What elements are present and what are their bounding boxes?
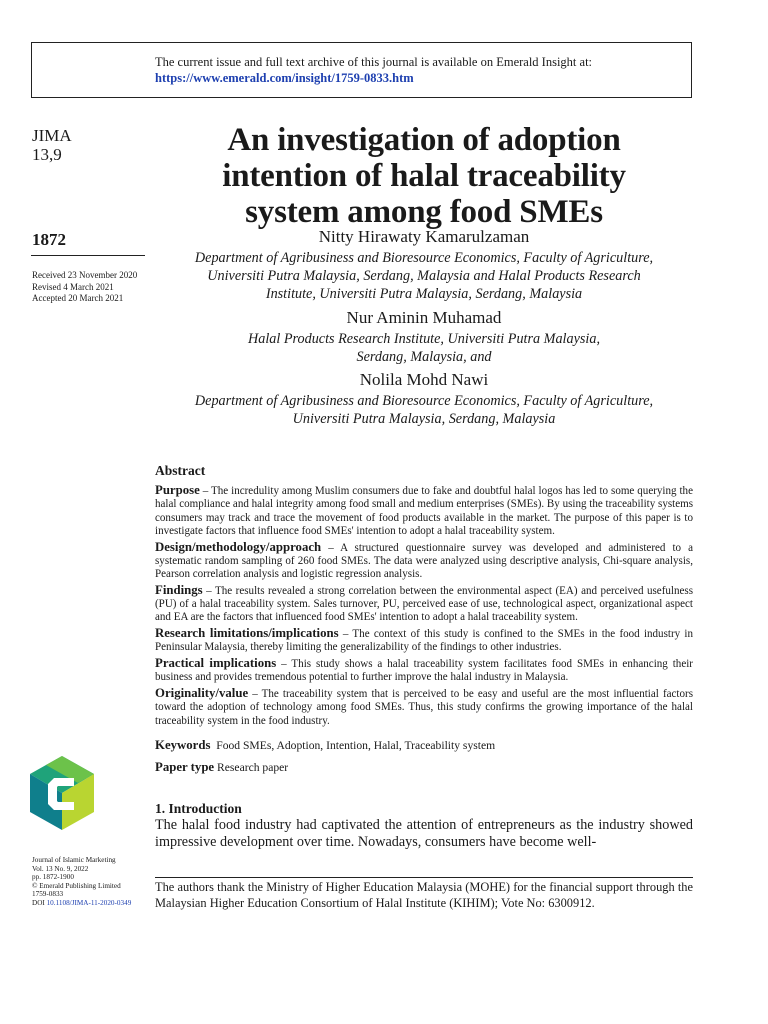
introduction-text: The halal food industry had captivated the attention of entrepreneurs as the industry showed impressive development over time. Nowadays, consumers have become well- — [155, 817, 693, 850]
keywords-line — [155, 738, 495, 753]
volume-issue: 13,9 — [32, 145, 62, 164]
doi-label: DOI — [32, 898, 45, 907]
author-affiliation — [160, 330, 688, 366]
keywords-text: Food SMEs, Adoption, Intention, Halal, Traceability system — [216, 739, 496, 752]
section-label: Findings — [155, 582, 203, 597]
doi-line — [32, 899, 131, 908]
journal-notice-box — [31, 42, 692, 98]
section-label: Purpose — [155, 483, 200, 497]
section-text: – The incredulity among Muslim consumers due to fake and doubtful halal logos has led to some querying the halal compliance and halal integrity among food small and medium enterprises (SMEs). By using the traceability systems consumers may track and trace the movement of food products available in the market. The purpose of this paper is to investigate factors that influence food SMEs' intention to adopt a halal traceability system. — [155, 485, 693, 537]
section-text: – The traceability system that is perceived to be easy and useful are the most influential factors toward the adoption of technology among food SMEs. Thus, this study confirms the growing importance of the halal traceability system in the food industry. — [155, 688, 693, 727]
affiliation-line: Serdang, Malaysia, and — [356, 349, 492, 365]
doi-link[interactable]: 10.1108/JIMA-11-2020-0349 — [46, 898, 132, 907]
abstract-section — [155, 627, 693, 655]
keywords-label: Keywords — [155, 738, 211, 752]
author-name: Nitty Hirawaty Kamarulzaman — [318, 227, 530, 246]
copyright: © Emerald Publishing Limited — [32, 881, 121, 890]
volume-info: Vol. 13 No. 9, 2022 — [32, 864, 89, 873]
title-line: system among food SMEs — [245, 194, 603, 230]
affiliation-line: Department of Agribusiness and Bioresource Economics, Faculty of Agriculture, — [194, 250, 654, 266]
section-label: Research limitations/implications — [155, 626, 339, 641]
journal-abbrev: JIMA — [32, 126, 72, 145]
received-date: Received 23 November 2020 — [32, 270, 138, 280]
notice-text: The current issue and full text archive of this journal is available on Emerald Insight at: — [155, 55, 593, 69]
title-line: intention of halal traceability — [222, 158, 626, 194]
journal-abbrev-block — [32, 126, 72, 164]
revised-date: Revised 4 March 2021 — [32, 281, 114, 292]
page-number: 1872 — [32, 230, 66, 249]
footnote: The authors thank the Ministry of Higher Education Malaysia (MOHE) for the financial support through the Malaysian Higher Education Consortium of Halal Institute (KIHIM); Vote No: 6300912. — [155, 880, 693, 910]
introduction-heading: 1. Introduction — [155, 801, 242, 816]
section-label: Design/methodology/approach — [155, 539, 322, 554]
paper-type-text: Research paper — [217, 761, 289, 774]
footnote-divider — [155, 877, 693, 878]
section-text: – This study shows a halal traceability system facilitates food SMEs in enhancing their business and provides tremendous potential to further improve the halal industry in Malaysia. — [155, 658, 693, 684]
section-text: – The results revealed a strong correlation between the environmental aspect (EA) and perceived usefulness (PU) of a halal traceability system. Sales turnover, PU, perceived ease of use, technological aspect, organizational aspect and EA are the factors that influenced food SMEs' intention to adopt a halal traceability system. — [155, 584, 693, 624]
author-affiliation — [160, 249, 688, 303]
abstract-heading: Abstract — [155, 463, 206, 478]
paper-type-line — [155, 760, 288, 775]
author-name: Nur Aminin Muhamad — [346, 308, 502, 327]
article-history — [32, 270, 137, 305]
affiliation-line: Halal Products Research Institute, Universiti Putra Malaysia, — [247, 331, 600, 347]
affiliation-line: Department of Agribusiness and Bioresource Economics, Faculty of Agriculture, — [194, 393, 654, 409]
article-title — [160, 122, 688, 230]
abstract-body — [155, 484, 693, 730]
emerald-logo-icon — [30, 756, 94, 830]
publication-meta — [32, 856, 131, 908]
abstract-section — [155, 657, 693, 685]
section-text: – The context of this study is confined to the SMEs in the food industry in Peninsular Malaysia, thereby limiting the generalizability of the findings to other industries. — [155, 628, 693, 654]
abstract-section — [155, 584, 693, 625]
title-line: An investigation of adoption — [227, 122, 621, 158]
abstract-section — [155, 687, 693, 728]
author-affiliation — [160, 392, 688, 428]
journal-url-link[interactable]: https://www.emerald.com/insight/1759-0833.htm — [155, 71, 414, 85]
accepted-date: Accepted 20 March 2021 — [32, 293, 124, 303]
issn: 1759-0833 — [32, 890, 64, 899]
journal-name: Journal of Islamic Marketing — [32, 856, 116, 864]
affiliation-line: Universiti Putra Malaysia, Serdang, Malaysia — [292, 411, 556, 427]
paper-type-label: Paper type — [155, 760, 215, 774]
section-text: – A structured questionnaire survey was developed and administered to a systematic random sampling of 260 food SMEs. The data were analyzed using descriptive analysis, Chi-square analysis, Pearson correlation analysis and logistic regression analysis. — [155, 541, 693, 581]
page-range: pp. 1872-1900 — [32, 873, 74, 882]
affiliation-line: Universiti Putra Malaysia, Serdang, Malaysia and Halal Products Research — [207, 268, 641, 284]
abstract-section — [155, 484, 693, 538]
section-label: Practical implications — [155, 656, 277, 671]
margin-divider — [31, 255, 145, 256]
section-label: Originality/value — [155, 686, 249, 701]
affiliation-line: Institute, Universiti Putra Malaysia, Serdang, Malaysia — [265, 286, 583, 302]
abstract-section — [155, 541, 693, 582]
author-name: Nolila Mohd Nawi — [359, 370, 489, 389]
